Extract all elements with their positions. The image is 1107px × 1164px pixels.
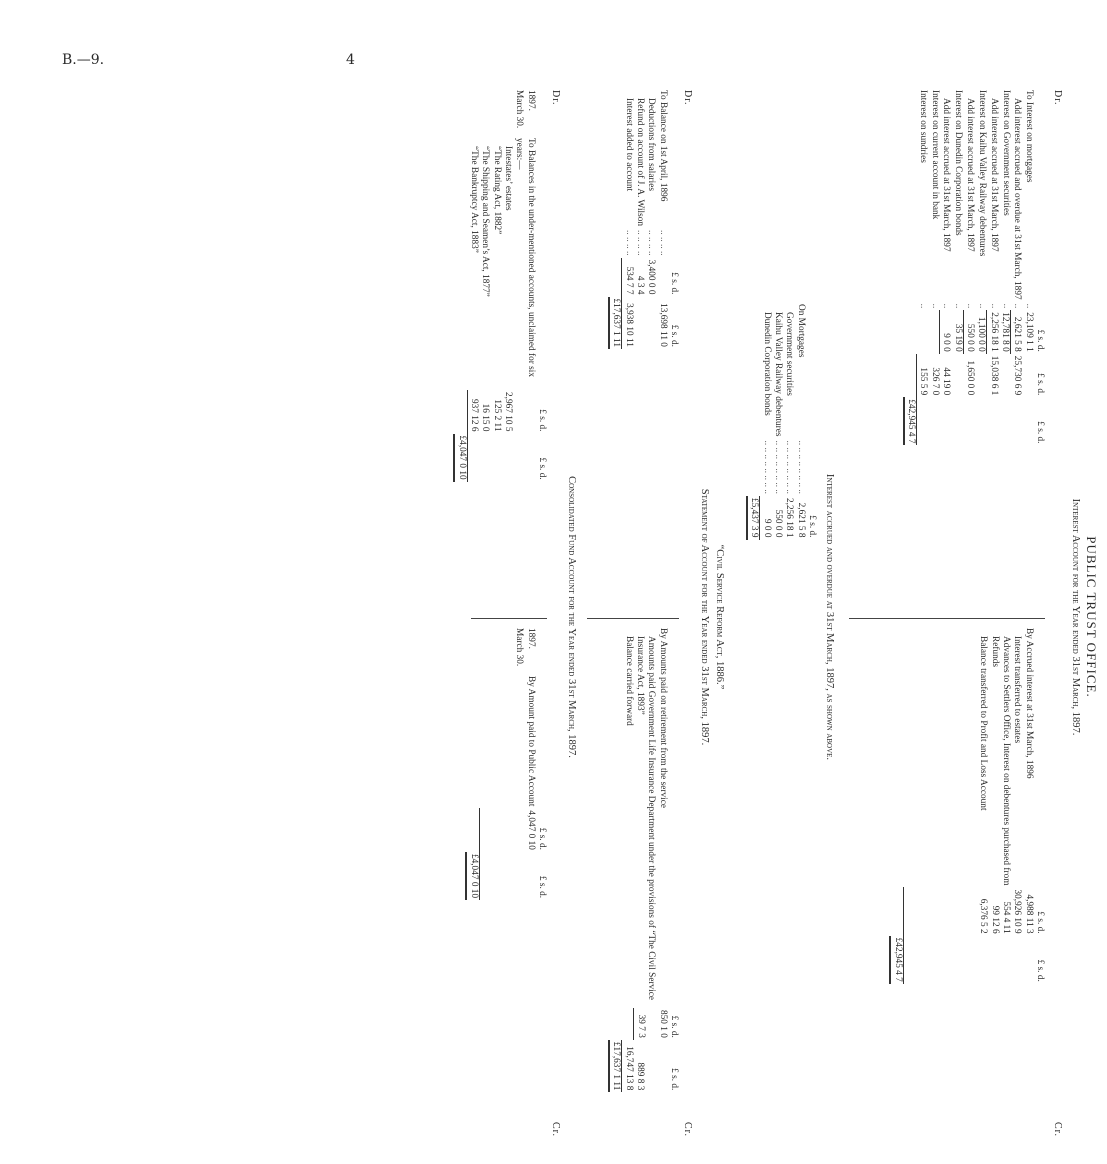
money-head: £ s. d. — [807, 515, 817, 538]
money-head: £ s. d. — [1035, 959, 1045, 982]
money-head: £ s. d. — [669, 1015, 679, 1038]
fund-debit-total: £4,047 0 10 — [454, 434, 467, 482]
table-row — [951, 88, 963, 445]
dot-leader: .. — [1023, 303, 1034, 309]
money-head: £ s. d. — [537, 875, 547, 899]
amount — [975, 354, 987, 398]
money-head: £ s. d. — [1035, 421, 1045, 444]
dot-leader: .. .. .. .. — [623, 230, 634, 256]
money-heads — [1034, 626, 1045, 984]
table-row — [783, 302, 794, 540]
amount: 3,938 10 11 — [623, 303, 634, 347]
civil-credit-side — [608, 626, 679, 1092]
amount: 534 7 7 — [622, 258, 634, 297]
amount — [1022, 354, 1033, 398]
dot-leader: .. .. .. .. — [646, 230, 657, 256]
amount: 2,621 5 8 — [1011, 310, 1023, 354]
amount — [999, 354, 1011, 398]
fund-debit-table — [453, 88, 547, 482]
table-row — [502, 88, 513, 482]
amount: 4,988 11 3 — [1023, 894, 1034, 934]
dot-leader: .. — [929, 303, 940, 309]
civil-debit-table — [608, 88, 679, 349]
total-row — [904, 88, 917, 445]
row-label: Government securities — [784, 312, 795, 396]
dot-leader: .. — [1012, 303, 1023, 309]
amount — [1022, 397, 1033, 445]
row-label: Refunds — [989, 636, 1000, 667]
money-head: £ s. d. — [1035, 373, 1045, 396]
entry-date: 1897. March 30. — [514, 90, 536, 129]
dot-leader: .. — [976, 303, 987, 309]
amount: 326 7 0 — [929, 367, 940, 396]
amount: 2,967 10 5 — [503, 392, 514, 432]
table-row — [622, 626, 634, 1092]
table-row — [772, 302, 783, 540]
table-row — [1000, 626, 1011, 984]
row-label: To Interest on mortgages — [1023, 90, 1034, 183]
amount: 30,926 10 9 — [1012, 889, 1023, 934]
amount — [928, 310, 939, 354]
row-label: To Balance on 1st April, 1896 — [657, 90, 668, 202]
page-reference: B.—9. — [62, 52, 105, 68]
row-label: Interest on Government securities — [1000, 90, 1011, 216]
dot-leader: .. — [988, 303, 999, 309]
total-row — [890, 626, 903, 984]
amount: 850 1 0 — [657, 1010, 668, 1038]
row-label: Interest on current account in bank — [929, 90, 940, 220]
amount — [656, 258, 667, 297]
money-head: £ s. d. — [1035, 329, 1045, 352]
amount — [999, 397, 1011, 445]
table-row — [963, 88, 975, 445]
amount: 6,376 5 2 — [978, 898, 989, 934]
row-label: Add interest accrued at 31st March, 1897 — [941, 98, 952, 252]
dot-leader: .. .. .. .. — [657, 230, 668, 256]
amount: 99 12 6 — [989, 905, 1000, 934]
row-label: Balance carried forward — [623, 636, 634, 726]
fund-debit-side — [453, 88, 547, 482]
interest-cr-label: Cr. — [1052, 1122, 1063, 1137]
table-row — [634, 88, 645, 349]
consolidated-fund-title: Consolidated Fund Account for the Year ended 31st March, 1897. — [566, 476, 577, 758]
civil-service-subtitle: Statement of Account for the Year ended 31st March, 1897. — [699, 488, 710, 746]
row-label: Advances to Settlers Office, Interest on debentures purchased from — [1001, 636, 1012, 886]
row-label: Interest on Dunedin Corporation bonds — [953, 90, 964, 236]
dot-leader: .. — [918, 303, 929, 309]
table-row — [490, 88, 501, 482]
amount — [916, 397, 928, 445]
amount — [656, 1040, 667, 1092]
amount: 44 19 0 — [941, 367, 952, 396]
row-label: Add interest accrued and overdue at 31st March, 1897 — [1012, 98, 1023, 300]
table-row — [916, 88, 928, 445]
rotated-ledger-page — [456, 82, 1107, 1152]
debit-total: £42,945 4 7 — [904, 397, 917, 445]
money-heads — [806, 302, 817, 540]
money-heads — [536, 626, 547, 900]
table-row — [479, 88, 490, 482]
table-row — [1011, 88, 1023, 445]
amount: 2,256 18 1 — [988, 312, 999, 352]
table-row — [467, 88, 479, 482]
interest-accrued-table — [746, 302, 817, 540]
money-head: £ s. d. — [669, 324, 679, 347]
civil-dr-label: Dr. — [682, 90, 693, 106]
row-label: Amounts paid Government Life Insurance Department under the provisions of “The Civil Service Insurance Act, 1893” — [635, 636, 657, 1001]
amount: 889 8 3 — [635, 1062, 646, 1091]
money-head: £ s. d. — [537, 457, 547, 480]
fund-credit-side — [465, 626, 547, 900]
civil-cr-label: Cr. — [682, 1122, 693, 1137]
dot-leader: .. — [953, 303, 964, 309]
amount: 12,781 8 0 — [1000, 312, 1011, 352]
row-label: Interest transferred to estates — [1012, 636, 1023, 744]
amount: 13,698 11 0 — [657, 303, 668, 347]
table-row — [656, 626, 667, 1092]
amount — [951, 354, 963, 398]
amount: 3,400 0 0 — [646, 259, 657, 295]
civil-center-divider — [587, 618, 679, 619]
civil-debit-side — [608, 88, 679, 349]
interest-debit-table — [903, 88, 1045, 445]
amount: 550 0 0 — [963, 310, 975, 354]
amount — [634, 297, 645, 349]
interest-credit-side — [889, 626, 1045, 984]
table-row — [656, 88, 667, 349]
amount: 23,109 1 1 — [1023, 312, 1034, 352]
amount: 2,621 5 8 — [795, 502, 806, 538]
total-row — [609, 88, 622, 349]
money-head: £ s. d. — [669, 272, 679, 295]
row-label: Dunedin Corporation bonds — [761, 312, 772, 416]
amount — [987, 397, 999, 445]
row-label: Add interest accrued at 31st March, 1897 — [988, 98, 999, 252]
dot-leader: .. — [941, 303, 952, 309]
amount: 1,650 0 0 — [965, 360, 976, 396]
interest-accrued-total: £5,437 3 9 — [747, 496, 760, 540]
table-row — [513, 88, 536, 482]
amount — [645, 297, 656, 349]
amount — [951, 397, 963, 445]
amount — [940, 397, 952, 445]
civil-credit-table — [608, 626, 679, 1092]
amount: 16,747 13 8 — [623, 1046, 634, 1091]
civil-service-title: “Civil Service Reform Act, 1886.” — [714, 544, 725, 690]
dot-leader: .. .. .. .. — [635, 230, 646, 256]
table-row — [634, 626, 657, 1092]
amount — [1011, 397, 1023, 445]
fund-credit-table — [465, 626, 547, 900]
money-heads — [668, 88, 679, 349]
amount: 16 15 0 — [480, 403, 491, 432]
amount — [928, 397, 939, 445]
row-label: Interest added to account — [623, 98, 634, 192]
amount: 937 12 6 — [467, 390, 479, 434]
interest-accrued-section — [746, 302, 817, 540]
interest-accrued-title: Interest accrued and overdue at 31st March, 1897, as shown above. — [824, 473, 835, 761]
amount: 155 5 9 — [916, 354, 928, 398]
spacer-row — [903, 626, 977, 984]
money-head: £ s. d. — [537, 409, 547, 432]
row-label: By Amounts paid on retirement from the service — [657, 628, 668, 808]
table-row — [794, 302, 805, 540]
amount: 2,256 18 1 — [784, 498, 795, 538]
row-label: Refund on account of J. A. Wilson — [635, 98, 646, 227]
row-label: Add interest accrued at 31st March, 1897 — [965, 98, 976, 252]
page-number: 4 — [346, 52, 355, 68]
fund-credit-total: £4,047 0 10 — [466, 852, 479, 900]
row-label: “The Bankruptcy Act, 1883” — [469, 146, 480, 253]
amount: 554 4 11 — [1001, 901, 1012, 934]
table-row — [940, 88, 952, 445]
money-head: £ s. d. — [669, 1068, 679, 1091]
amount — [975, 397, 987, 445]
amount — [963, 397, 975, 445]
interest-debit-side — [903, 88, 1045, 445]
civil-debit-total: £17,637 1 11 — [609, 297, 622, 349]
dot-leader: .. .. .. .. .. .. .. .. — [795, 440, 806, 494]
interest-credit-table — [889, 626, 1045, 984]
interest-center-divider — [849, 618, 1045, 619]
table-row — [987, 88, 999, 445]
money-heads — [668, 626, 679, 1092]
row-label: Balance transferred to Profit and Loss Account — [978, 636, 989, 811]
money-heads — [1034, 88, 1045, 445]
amount: 25,730 6 9 — [1012, 355, 1023, 396]
office-title: PUBLIC TRUST OFFICE. — [1084, 536, 1099, 698]
row-label: “The Rating Act, 1882” — [491, 146, 502, 235]
total-row — [747, 302, 760, 540]
amount: 9 0 0 — [761, 518, 772, 538]
money-head: £ s. d. — [1035, 911, 1045, 934]
row-label: Interest on sundries — [918, 90, 929, 163]
table-row — [928, 88, 939, 445]
table-row — [1011, 626, 1022, 984]
amount: 125 2 11 — [491, 399, 502, 432]
civil-credit-total: £17,637 1 11 — [609, 1040, 622, 1092]
dot-leader: .. .. .. .. .. .. .. .. — [784, 440, 795, 494]
total-row — [609, 626, 622, 1092]
amount: 9 0 0 — [940, 310, 952, 354]
table-row — [622, 88, 634, 349]
amount: 550 0 0 — [773, 509, 784, 538]
dot-leader: .. — [1000, 303, 1011, 309]
total-row — [454, 88, 467, 482]
fund-center-divider — [471, 618, 547, 619]
row-label: “The Shipping and Seamen’s Act, 1877” — [480, 146, 491, 297]
fund-dr-label: Dr. — [550, 90, 561, 106]
table-row — [760, 302, 772, 540]
row-label: By Amount paid to Public Account — [525, 676, 536, 807]
amount: 35 19 0 — [952, 323, 963, 352]
amount: 1,100 0 0 — [976, 316, 987, 352]
row-label: Interest on Kaihu Valley Railway debentures — [976, 90, 987, 257]
table-row — [1022, 626, 1033, 984]
row-label: Intestates’ estates — [503, 146, 514, 211]
row-label: On Mortgages — [795, 304, 806, 358]
table-row — [977, 626, 988, 984]
money-heads — [536, 88, 547, 482]
total-row — [466, 626, 479, 900]
row-label: Deductions from salaries — [646, 98, 657, 191]
amount: 4 3 4 — [635, 275, 646, 295]
fund-cr-label: Cr. — [550, 1122, 561, 1137]
interest-account-title: Interest Account for the Year ended 31st March, 1897. — [1070, 498, 1081, 736]
entry-date: 1897. March 30. — [514, 628, 536, 667]
table-row — [975, 88, 987, 445]
spacer-row — [479, 626, 513, 900]
amount — [916, 310, 928, 354]
row-label: Kaihu Valley Railway debentures — [773, 312, 784, 437]
table-row — [645, 88, 656, 349]
row-label: By Accrued interest at 31st March, 1896 — [1023, 628, 1034, 779]
dot-leader: .. — [965, 303, 976, 309]
row-label: To Balances in the under-mentioned accounts, unclaimed for six years:— — [514, 138, 536, 377]
money-head: £ s. d. — [537, 827, 547, 850]
table-row — [999, 88, 1011, 445]
table-row — [513, 626, 536, 900]
amount: 39 7 3 — [634, 1008, 657, 1040]
credit-total: £42,945 4 7 — [890, 936, 903, 984]
interest-dr-label: Dr. — [1052, 90, 1063, 106]
table-row — [1022, 88, 1033, 445]
dot-leader: .. .. .. .. .. .. .. .. — [761, 440, 772, 494]
table-row — [988, 626, 999, 984]
amount: 4,047 0 10 — [525, 810, 536, 850]
amount: 15,038 6 1 — [988, 355, 999, 396]
dot-leader: .. .. .. .. .. .. .. .. — [773, 440, 784, 494]
